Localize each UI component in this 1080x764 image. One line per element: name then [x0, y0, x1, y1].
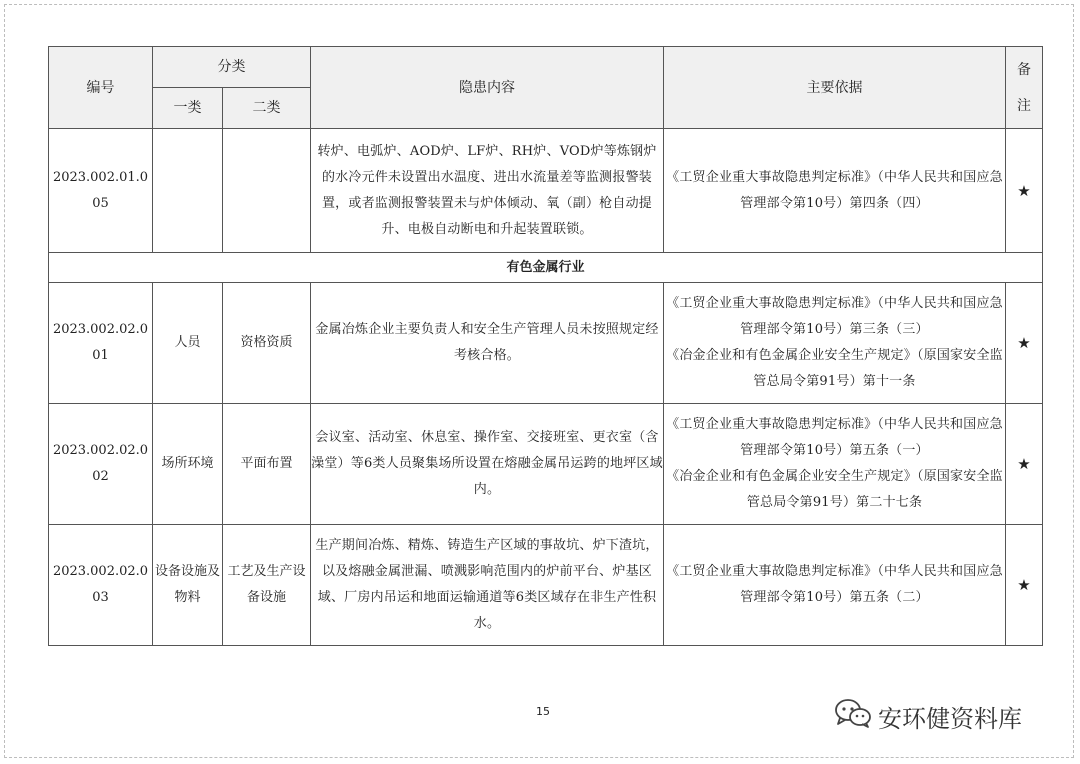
wechat-icon	[834, 697, 872, 735]
row-cat1: 场所环境	[153, 404, 223, 525]
row-cat2: 平面布置	[223, 404, 311, 525]
row-basis	[664, 404, 1006, 525]
row-id: 2023.002.02.003	[49, 525, 153, 646]
basis-line: 《工贸企业重大事故隐患判定标准》（中华人民共和国应急管理部令第10号）第四条（四）	[666, 169, 1003, 211]
header-row-1	[49, 47, 1043, 88]
header-content: 隐患内容	[311, 47, 664, 129]
header-cat1: 一类	[153, 88, 223, 129]
row-cat1	[153, 129, 223, 253]
note-star: ★	[1006, 404, 1043, 525]
row-basis	[664, 283, 1006, 404]
watermark-text: 安环健资料库	[878, 704, 1022, 733]
table-row	[49, 129, 1043, 253]
header-note: 备注	[1006, 47, 1043, 129]
header-basis: 主要依据	[664, 47, 1006, 129]
section-title: 有色金属行业	[49, 253, 1043, 283]
page-number: 15	[536, 705, 550, 718]
header-id: 编号	[49, 47, 153, 129]
row-id: 2023.002.01.005	[49, 129, 153, 253]
row-content: 转炉、电弧炉、AOD炉、LF炉、RH炉、VOD炉等炼钢炉的水冷元件未设置出水温度、进出水流量差等监测报警装置，或者监测报警装置未与炉体倾动、氧（副）枪自动提升、电极自动断电和升起装置联锁。	[311, 129, 664, 253]
hazard-table	[48, 46, 1043, 646]
basis-line: 《冶金企业和有色金属企业安全生产规定》（原国家安全监管总局令第91号）第十一条	[666, 348, 1003, 389]
table-row	[49, 283, 1043, 404]
table-row	[49, 404, 1043, 525]
row-cat2	[223, 129, 311, 253]
row-cat1: 人员	[153, 283, 223, 404]
row-content: 生产期间冶炼、精炼、铸造生产区域的事故坑、炉下渣坑，以及熔融金属泄漏、喷溅影响范围内的炉前平台、炉基区域、厂房内吊运和地面运输通道等6类区域存在非生产性积水。	[311, 525, 664, 646]
row-basis	[664, 129, 1006, 253]
note-star: ★	[1006, 283, 1043, 404]
header-category: 分类	[153, 47, 311, 88]
basis-line: 《工贸企业重大事故隐患判定标准》（中华人民共和国应急管理部令第10号）第五条（二）	[666, 564, 1003, 605]
basis-line: 《冶金企业和有色金属企业安全生产规定》（原国家安全监管总局令第91号）第二十七条	[666, 469, 1003, 510]
table-row	[49, 525, 1043, 646]
basis-line: 《工贸企业重大事故隐患判定标准》（中华人民共和国应急管理部令第10号）第五条（一）	[666, 417, 1003, 458]
row-basis	[664, 525, 1006, 646]
basis-line: 《工贸企业重大事故隐患判定标准》（中华人民共和国应急管理部令第10号）第三条（三）	[666, 296, 1003, 337]
row-id: 2023.002.02.002	[49, 404, 153, 525]
row-id: 2023.002.02.001	[49, 283, 153, 404]
row-content: 金属冶炼企业主要负责人和安全生产管理人员未按照规定经考核合格。	[311, 283, 664, 404]
row-cat2: 工艺及生产设备设施	[223, 525, 311, 646]
row-content: 会议室、活动室、休息室、操作室、交接班室、更衣室（含澡堂）等6类人员聚集场所设置在熔融金属吊运跨的地坪区域内。	[311, 404, 664, 525]
note-star: ★	[1006, 129, 1043, 253]
row-cat2: 资格资质	[223, 283, 311, 404]
section-row	[49, 253, 1043, 283]
row-cat1: 设备设施及物料	[153, 525, 223, 646]
watermark	[834, 696, 1022, 736]
note-star: ★	[1006, 525, 1043, 646]
header-cat2: 二类	[223, 88, 311, 129]
